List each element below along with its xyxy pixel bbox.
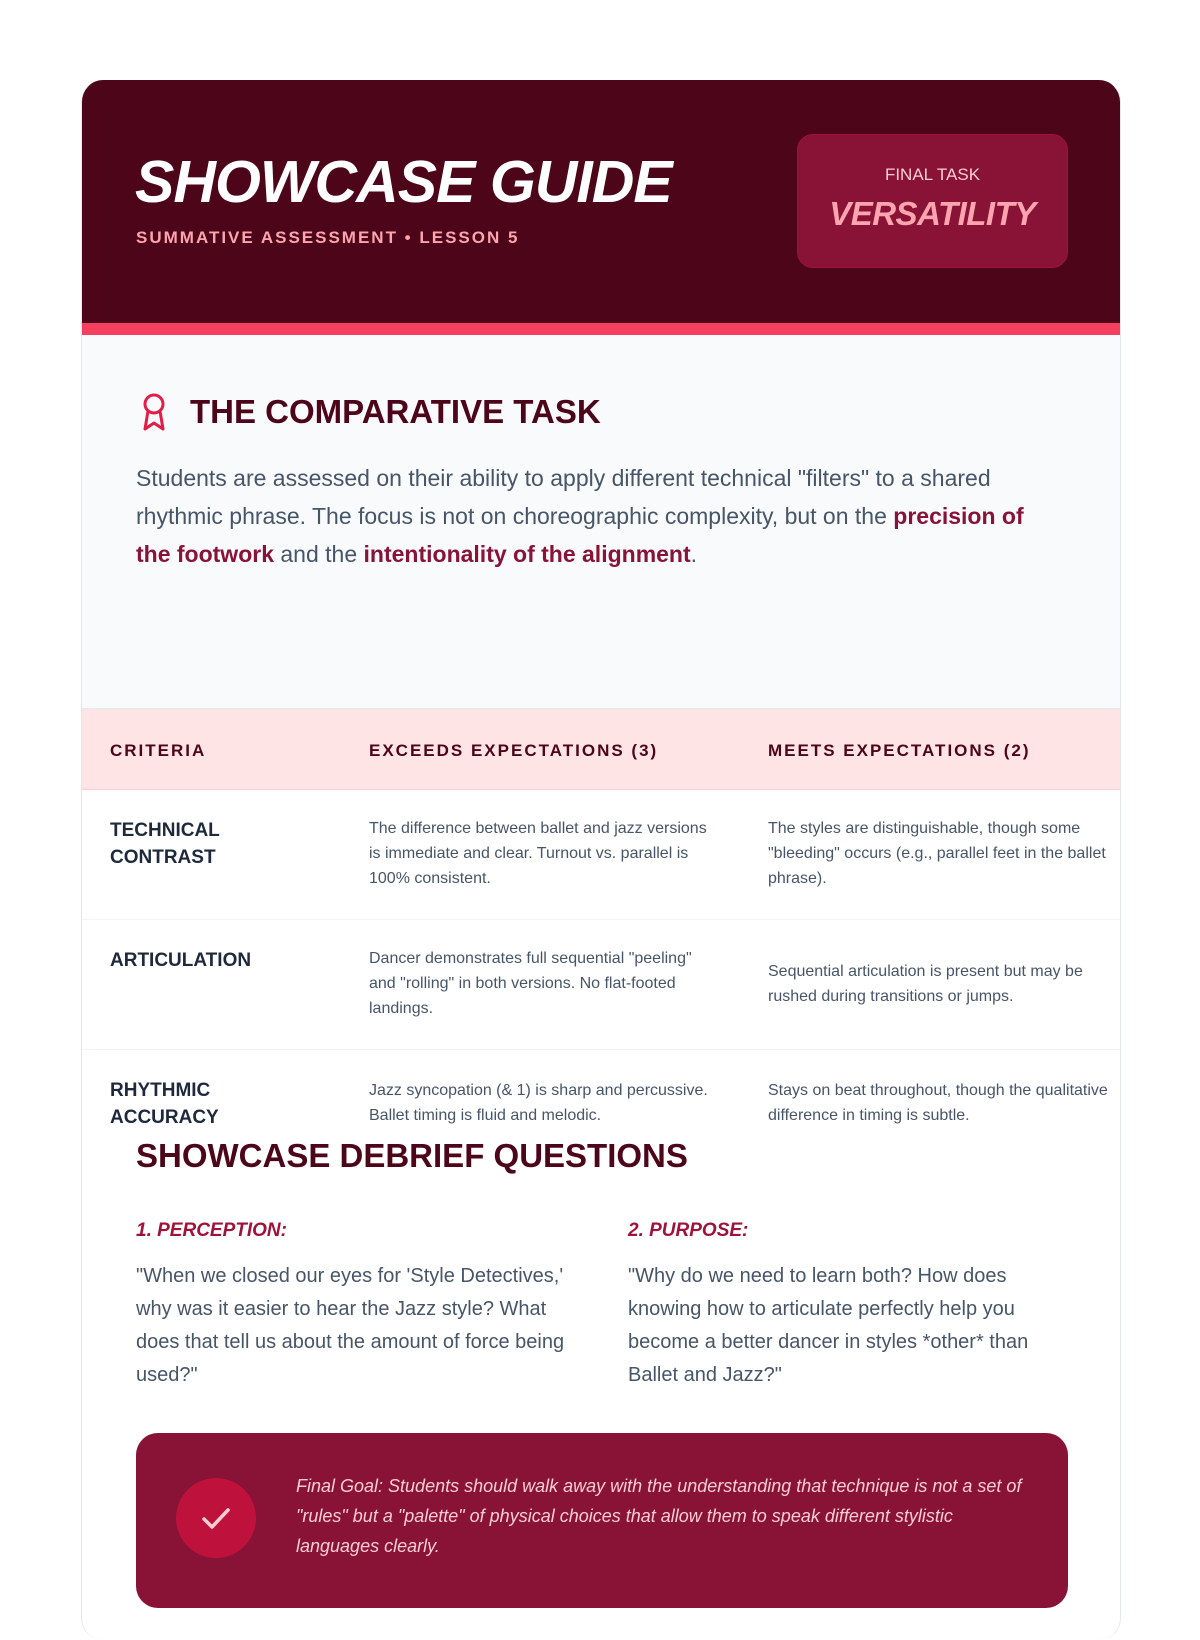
final-task-label: FINAL TASK bbox=[884, 165, 981, 184]
final-goal-callout bbox=[136, 1433, 1068, 1608]
comparative-task-heading: THE COMPARATIVE TASK bbox=[190, 393, 601, 430]
exceeds-cell: Dancer demonstrates full sequential "peeling" and "rolling" in both versions. No flat-footed landings. bbox=[369, 950, 692, 1017]
task-body-mid: and the bbox=[274, 541, 364, 567]
page-subtitle: SUMMATIVE ASSESSMENT • LESSON 5 bbox=[136, 228, 520, 247]
question-text-perception: "When we closed our eyes for 'Style Detectives,' why was it easier to hear the Jazz style? What does that tell us about the amount of force being used?" bbox=[136, 1265, 565, 1386]
comparative-task-section bbox=[82, 335, 1121, 709]
task-body-intro: Students are assessed on their ability to apply different technical "filters" to a shared rhythmic phrase. The focus is not on choreographic complexity, but on the bbox=[136, 465, 991, 529]
final-task-badge bbox=[797, 134, 1068, 268]
column-header-exceeds: EXCEEDS EXPECTATIONS (3) bbox=[369, 741, 659, 760]
exceeds-cell: The difference between ballet and jazz versions is immediate and clear. Turnout vs. parallel is 100% consistent. bbox=[369, 820, 707, 887]
exceeds-cell: Jazz syncopation (& 1) is sharp and percussive. Ballet timing is fluid and melodic. bbox=[369, 1082, 708, 1124]
check-circle bbox=[176, 1478, 256, 1558]
comparative-task-body bbox=[136, 459, 1056, 573]
column-header-meets: MEETS EXPECTATIONS (2) bbox=[768, 741, 1031, 760]
question-label-perception: 1. PERCEPTION: bbox=[136, 1220, 287, 1241]
showcase-guide-card bbox=[81, 80, 1121, 1640]
rubric-table-header bbox=[82, 709, 1121, 790]
table-row bbox=[82, 920, 1121, 1050]
meets-cell: The styles are distinguishable, though some "bleeding" occurs (e.g., parallel feet in the ballet phrase). bbox=[768, 820, 1106, 887]
criteria-cell: ARTICULATION bbox=[110, 950, 252, 971]
question-text-purpose: "Why do we need to learn both? How does knowing how to articulate perfectly help you become a better dancer in styles *other* than Ballet and Jazz?" bbox=[628, 1265, 1029, 1386]
criteria-cell: RHYTHMIC ACCURACY bbox=[110, 1080, 219, 1128]
criteria-cell: TECHNICAL CONTRAST bbox=[110, 820, 220, 868]
debrief-title: SHOWCASE DEBRIEF QUESTIONS bbox=[136, 1137, 688, 1174]
task-body-end: . bbox=[690, 541, 698, 567]
meets-cell: Stays on beat throughout, though the qualitative difference in timing is subtle. bbox=[768, 1082, 1108, 1124]
meets-cell: Sequential articulation is present but may be rushed during transitions or jumps. bbox=[768, 963, 1083, 1005]
check-icon bbox=[198, 1500, 234, 1536]
column-header-criteria: CRITERIA bbox=[110, 741, 207, 760]
task-highlight-footwork: precision of the footwork bbox=[136, 503, 1024, 567]
task-highlight-alignment: intentionality of the alignment bbox=[363, 541, 691, 567]
page-title: SHOWCASE GUIDE bbox=[135, 149, 672, 215]
header bbox=[82, 80, 1121, 323]
award-icon bbox=[139, 392, 169, 432]
table-row bbox=[82, 790, 1121, 920]
final-task-value: VERSATILITY bbox=[829, 195, 1036, 232]
question-label-purpose: 2. PURPOSE: bbox=[628, 1220, 749, 1241]
final-goal-text: Final Goal: Students should walk away with the understanding that technique is not a set of "rules" but a "palette" of physical choices that allow them to speak different stylistic languages clearly. bbox=[296, 1476, 1022, 1556]
accent-bar bbox=[82, 323, 1121, 335]
